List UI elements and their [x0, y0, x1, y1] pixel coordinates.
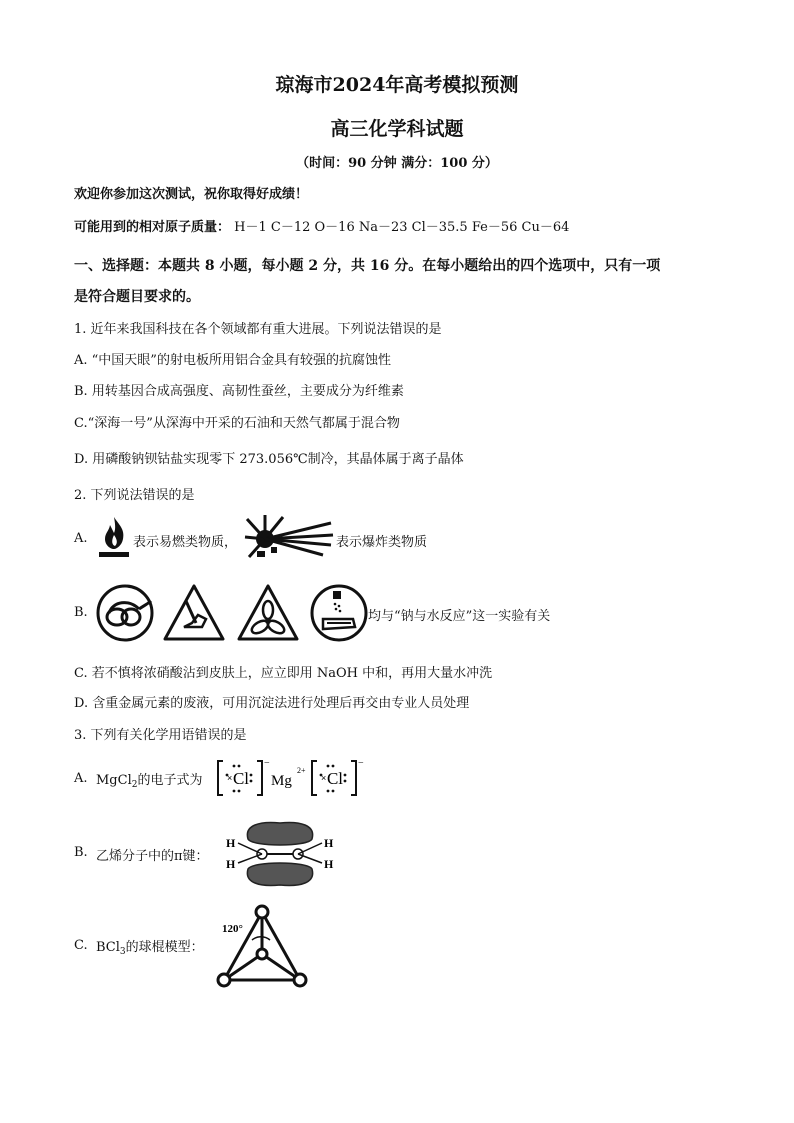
- cl-right-symbol: Cl: [326, 769, 344, 788]
- h-atom-label: H: [226, 857, 236, 871]
- cl-right-charge: −: [358, 758, 364, 769]
- mgcl2-subscript: 2: [131, 780, 138, 790]
- exam-title: 琼海市2024年高考模拟预测: [275, 74, 519, 96]
- q2-option-a-label: A.: [74, 531, 88, 546]
- mg-symbol: Mg: [271, 773, 292, 789]
- q2-explosive-text: 表示爆炸类物质: [336, 535, 428, 550]
- q3-option-c-label: C.: [74, 938, 88, 953]
- atomic-mass-line: [74, 216, 569, 235]
- svg-text:×: ×: [321, 773, 327, 783]
- q3-stem: 3. 下列有关化学用语错误的是: [74, 728, 247, 743]
- atomic-mass-label: 可能用到的相对原子质量：: [74, 220, 231, 235]
- hand-hazard-icon: [162, 583, 226, 643]
- q2-option-d: D. 含重金属元素的废液，可用沉淀法进行处理后再交由专业人员处理: [74, 696, 470, 711]
- flammable-icon: [95, 515, 133, 561]
- cl-left-symbol: Cl: [232, 769, 250, 788]
- svg-text:×: ×: [227, 773, 233, 783]
- q1-option-c: C.“深海一号”从深海中开采的石油和天然气都属于混合物: [74, 416, 400, 431]
- q3-option-c-text: 的球棍模型：: [125, 940, 204, 955]
- mgcl2-formula: MgCl: [96, 773, 132, 788]
- q2-option-c: C. 若不慎将浓硝酸沾到皮肤上，应立即用 NaOH 中和，再用大量水冲洗: [74, 666, 493, 681]
- q1-stem: 1. 近年来我国科技在各个领域都有重大进展。下列说法错误的是: [74, 322, 442, 337]
- q1-option-a: A. “中国天眼”的射电板所用铝合金具有较强的抗腐蚀性: [74, 353, 391, 368]
- q3-option-a-label: A.: [74, 771, 88, 786]
- q1-option-d: D. 用磷酸钠钡钴盐实现零下 273.056℃制冷，其晶体属于离子晶体: [74, 452, 464, 467]
- bcl3-ball-stick-model: [212, 900, 312, 990]
- ethylene-pi-bond-diagram: [220, 817, 340, 891]
- h-atom-label: H: [324, 836, 334, 850]
- mg-charge: 2+: [297, 766, 306, 775]
- q3-option-a-formula: [96, 769, 203, 790]
- q3-option-a-text: 的电子式为: [137, 773, 203, 788]
- q2-option-b-label: B.: [74, 605, 88, 620]
- time-info: （时间：90 分钟 满分：100 分）: [296, 156, 498, 171]
- explosive-icon: [243, 513, 335, 561]
- welcome-text: 欢迎你参加这次测试，祝你取得好成绩！: [74, 187, 309, 202]
- atomic-mass-values: H－1 C－12 O－16 Na－23 Cl－35.5 Fe－56 Cu－64: [234, 220, 570, 235]
- mgcl2-electron-formula: [215, 757, 365, 799]
- q2-stem: 2. 下列说法错误的是: [74, 488, 195, 503]
- q3-option-b-text: 乙烯分子中的π键：: [96, 849, 209, 864]
- q2-flammable-text: 表示易燃类物质，: [133, 535, 238, 550]
- h-atom-label: H: [324, 857, 334, 871]
- q3-option-c-formula: [96, 936, 204, 957]
- exam-subtitle: 高三化学科试题: [330, 118, 464, 140]
- ventilation-icon: [236, 583, 300, 643]
- bcl3-formula: BCl: [96, 940, 120, 955]
- bcl3-subscript: 3: [119, 947, 126, 957]
- bond-angle-label: 120°: [222, 923, 243, 935]
- q3-option-b-label: B.: [74, 845, 88, 860]
- section-heading-line2: 是符合题目要求的。: [74, 289, 200, 305]
- q2-option-b-text: 均与“钠与水反应”这一实验有关: [368, 609, 551, 624]
- q1-option-b: B. 用转基因合成高强度、高韧性蚕丝，主要成分为纤维素: [74, 384, 404, 399]
- goggles-icon: [95, 583, 155, 643]
- hand-wash-icon: [309, 583, 369, 643]
- section-heading-line1: 一、选择题：本题共 8 小题，每小题 2 分，共 16 分。在每小题给出的四个选项中，只有一项: [74, 258, 661, 274]
- cl-left-charge: −: [264, 758, 270, 769]
- h-atom-label: H: [226, 836, 236, 850]
